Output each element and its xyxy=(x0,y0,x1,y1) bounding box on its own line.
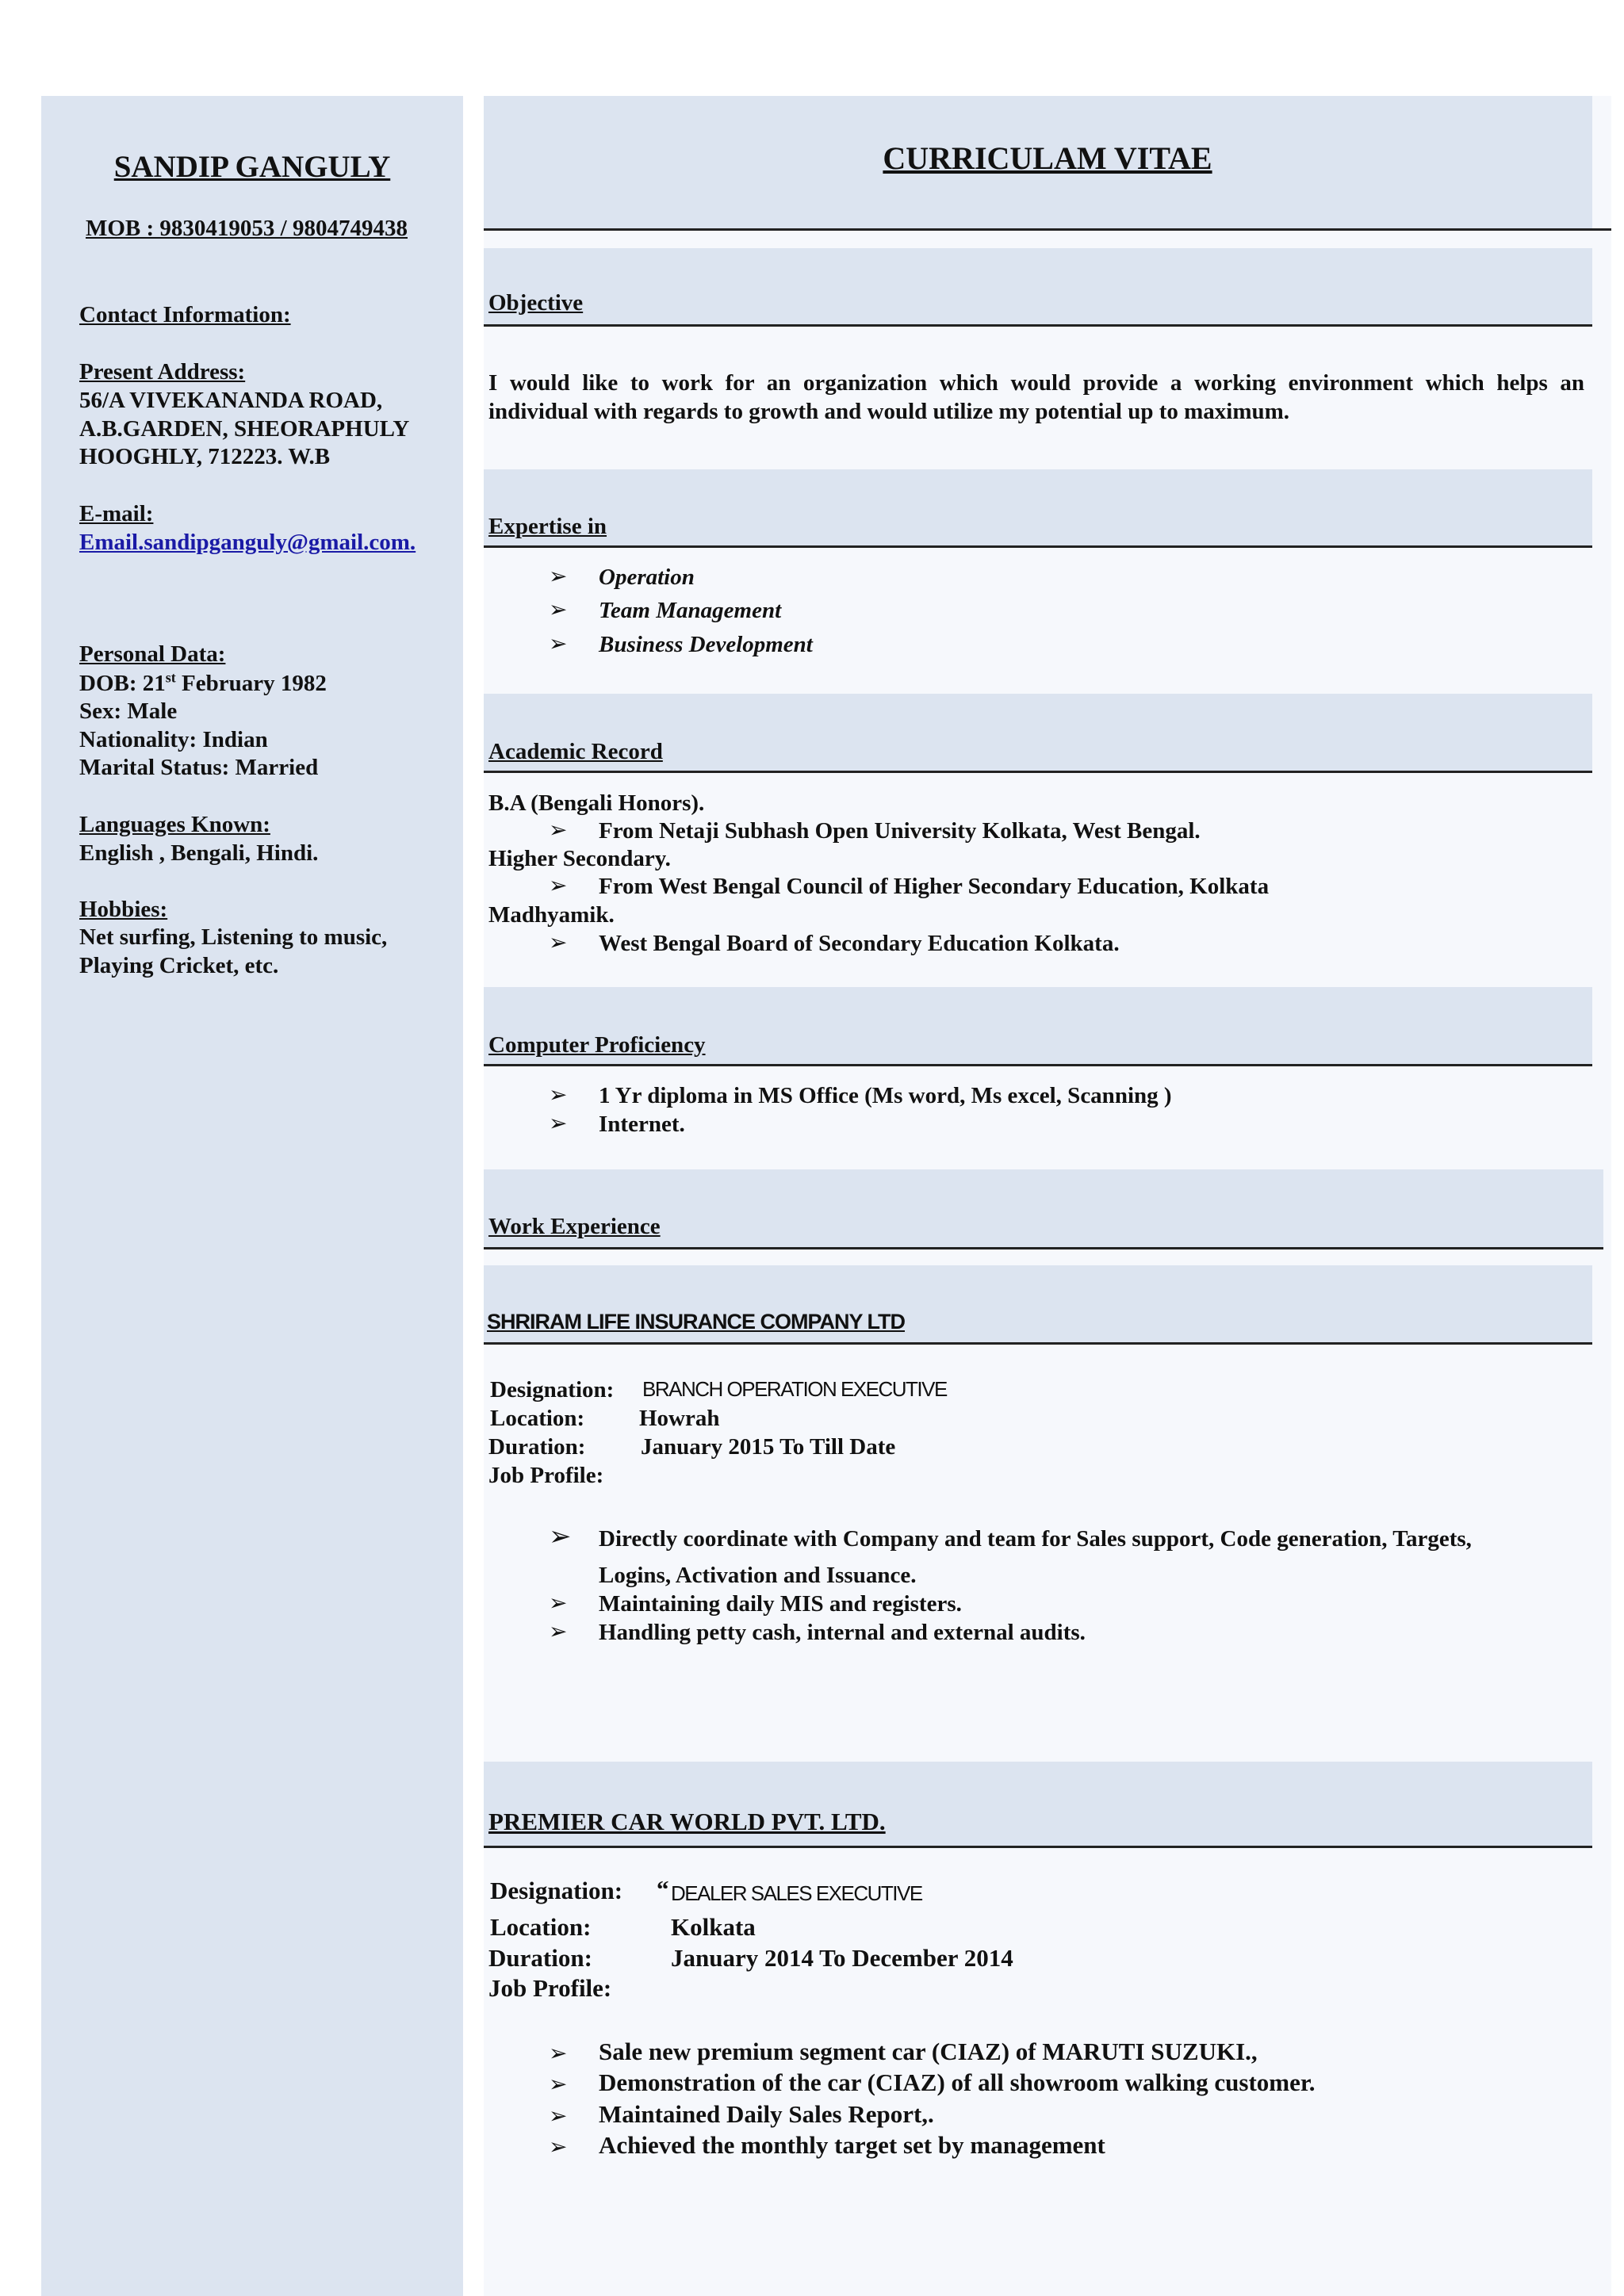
hobbies-label: Hobbies: xyxy=(79,897,168,922)
objective-line: individual with regards to growth and would utilize my potential up to maximum. xyxy=(488,399,1290,424)
dob: DOB: 21st February 1982 xyxy=(79,669,327,696)
bullet-arrow-icon: ➢ xyxy=(549,2133,568,2160)
bullet-arrow-icon: ➢ xyxy=(549,2040,568,2066)
bullet-arrow-icon: ➢ xyxy=(549,817,568,843)
bullet-arrow-icon: ➢ xyxy=(549,596,568,622)
languages: English , Bengali, Hindi. xyxy=(79,840,319,866)
objective-band xyxy=(484,248,1592,324)
designation-quote: “ xyxy=(657,1875,669,1903)
title-rule xyxy=(484,228,1611,231)
bullet-arrow-icon: ➢ xyxy=(549,2103,568,2129)
bullet-arrow-icon: ➢ xyxy=(549,1618,568,1644)
company-name: PREMIER CAR WORLD PVT. LTD. xyxy=(488,1808,886,1835)
job-duty: Directly coordinate with Company and team for Sales support, Code generation, Targets, xyxy=(599,1526,1472,1552)
location-value: Howrah xyxy=(639,1406,720,1431)
computer-item: 1 Yr diploma in MS Office (Ms word, Ms excel, Scanning ) xyxy=(599,1083,1172,1108)
job-profile-label: Job Profile: xyxy=(488,1974,612,2002)
bullet-arrow-icon: ➢ xyxy=(549,2071,568,2097)
mobile-number: MOB : 9830419053 / 9804749438 xyxy=(86,216,408,241)
contact-heading: Contact Information: xyxy=(79,302,291,327)
hobbies-line: Playing Cricket, etc. xyxy=(79,953,279,978)
bullet-arrow-icon: ➢ xyxy=(549,872,568,898)
expertise-item: Team Management xyxy=(599,598,782,623)
bullet-arrow-icon: ➢ xyxy=(549,1081,568,1108)
nationality: Nationality: Indian xyxy=(79,727,268,752)
job-duty: Sale new premium segment car (CIAZ) of MARUTI SUZUKI., xyxy=(599,2038,1258,2065)
bullet-arrow-icon: ➢ xyxy=(549,630,568,656)
academic-institution: From West Bengal Council of Higher Secondary Education, Kolkata xyxy=(599,874,1270,899)
bullet-arrow-icon: ➢ xyxy=(549,1521,572,1552)
academic-degree: Higher Secondary. xyxy=(488,846,671,871)
computer-heading: Computer Proficiency xyxy=(488,1032,706,1058)
personal-data-label: Personal Data: xyxy=(79,641,226,667)
hobbies-line: Net surfing, Listening to music, xyxy=(79,924,388,950)
duration-value: January 2015 To Till Date xyxy=(641,1434,896,1460)
section-rule xyxy=(484,1247,1603,1249)
location-label: Location: xyxy=(490,1406,585,1431)
academic-institution: West Bengal Board of Secondary Education Kolkata. xyxy=(599,931,1120,956)
duration-label: Duration: xyxy=(488,1434,586,1460)
designation-value: DEALER SALES EXECUTIVE xyxy=(671,1881,922,1905)
section-rule xyxy=(484,1846,1592,1848)
location-label: Location: xyxy=(490,1913,592,1941)
designation-value: BRANCH OPERATION EXECUTIVE xyxy=(642,1377,947,1401)
academic-degree: Madhyamik. xyxy=(488,902,615,928)
job-duty: Maintained Daily Sales Report,. xyxy=(599,2100,934,2128)
expertise-heading: Expertise in xyxy=(488,514,607,539)
objective-heading: Objective xyxy=(488,290,584,316)
email-row xyxy=(79,528,416,557)
work-heading: Work Experience xyxy=(488,1214,661,1239)
bullet-arrow-icon: ➢ xyxy=(549,1110,568,1136)
marital-status: Marital Status: Married xyxy=(79,755,319,780)
company-name: SHRIRAM LIFE INSURANCE COMPANY LTD xyxy=(487,1310,906,1334)
job-duty: Achieved the monthly target set by management xyxy=(599,2131,1105,2159)
email-link[interactable]: Email.sandipganguly@gmail.com. xyxy=(79,530,416,555)
present-address-label: Present Address: xyxy=(79,359,246,385)
academic-institution: From Netaji Subhash Open University Kolkata, West Bengal. xyxy=(599,818,1201,844)
objective-line: I would like to work for an organization which would provide a working environment which helps an xyxy=(488,370,1584,396)
designation-label: Designation: xyxy=(490,1377,615,1402)
duration-label: Duration: xyxy=(488,1944,592,1972)
job-duty: Handling petty cash, internal and external audits. xyxy=(599,1620,1086,1645)
sex: Sex: Male xyxy=(79,698,178,724)
expertise-item: Operation xyxy=(599,564,695,590)
section-rule xyxy=(484,324,1592,327)
bullet-arrow-icon: ➢ xyxy=(549,929,568,955)
academic-heading: Academic Record xyxy=(488,739,663,764)
bullet-arrow-icon: ➢ xyxy=(549,1590,568,1616)
expertise-item: Business Development xyxy=(599,632,813,657)
expertise-band xyxy=(484,469,1592,545)
job-duty: Maintaining daily MIS and registers. xyxy=(599,1591,962,1617)
section-rule xyxy=(484,771,1592,773)
candidate-name: SANDIP GANGULY xyxy=(113,150,391,184)
bullet-arrow-icon: ➢ xyxy=(549,563,568,589)
designation-label: Designation: xyxy=(490,1877,623,1904)
job-duty: Logins, Activation and Issuance. xyxy=(599,1563,917,1588)
job-profile-label: Job Profile: xyxy=(488,1463,604,1488)
email-label: E-mail: xyxy=(79,501,154,526)
computer-item: Internet. xyxy=(599,1112,685,1137)
languages-label: Languages Known: xyxy=(79,812,270,837)
page-title: CURRICULAM VITAE xyxy=(883,140,1212,176)
duration-value: January 2014 To December 2014 xyxy=(671,1944,1013,1972)
section-rule xyxy=(484,1064,1592,1066)
job-duty: Demonstration of the car (CIAZ) of all showroom walking customer. xyxy=(599,2068,1316,2096)
address-line: A.B.GARDEN, SHEORAPHULY xyxy=(79,416,410,442)
academic-degree: B.A (Bengali Honors). xyxy=(488,790,705,816)
section-rule xyxy=(484,1342,1592,1345)
location-value: Kolkata xyxy=(671,1913,756,1941)
section-rule xyxy=(484,545,1592,548)
address-line: 56/A VIVEKANANDA ROAD, xyxy=(79,388,383,413)
address-line: HOOGHLY, 712223. W.B xyxy=(79,444,331,469)
